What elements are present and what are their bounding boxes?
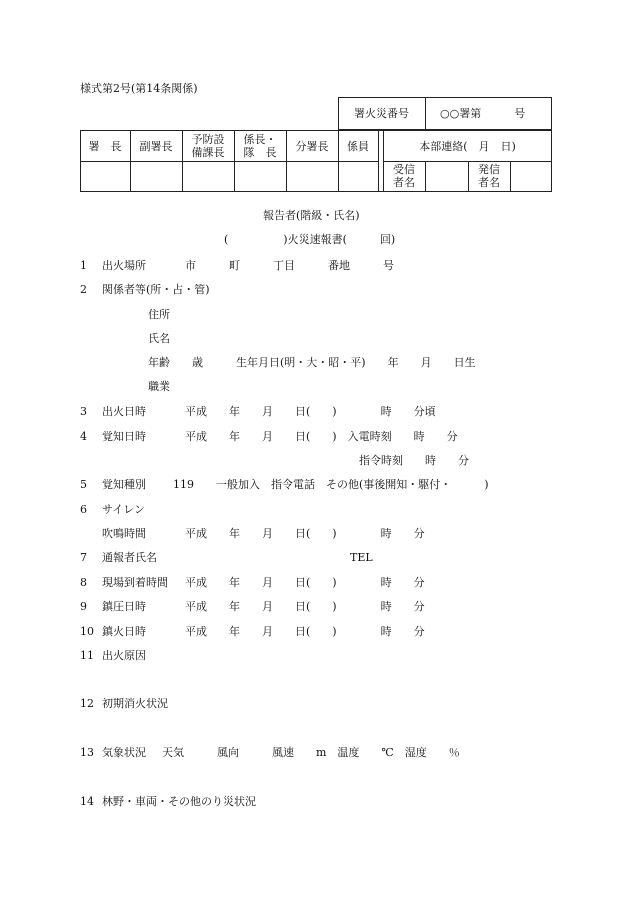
item-subfield: 住所 (148, 308, 170, 321)
item-label: 覚知日時 (102, 430, 146, 443)
item-value: 119 一般加入 指令電話 その他(事後開知・駆付・ ) (173, 478, 489, 491)
header-bunshocho: 分署長 (295, 140, 329, 153)
header-kakaricho: 係長・ 隊 長 (243, 133, 277, 159)
item-subfield: 指令時刻 時 分 (359, 454, 469, 467)
item-number: 8 (80, 576, 87, 589)
item-number: 12 (80, 697, 94, 710)
header-kakariin: 係員 (347, 140, 369, 153)
item-number: 9 (80, 600, 87, 613)
fire-number-label: 署火災番号 (354, 107, 409, 120)
item-label: サイレン (102, 503, 145, 516)
item-label: 吹鳴時間 (102, 527, 146, 540)
item-number: 4 (80, 430, 87, 443)
item-number: 11 (80, 649, 94, 662)
item-number: 5 (80, 478, 87, 491)
item-number: 13 (80, 746, 94, 759)
sender-name-label: 発信 者名 (478, 163, 500, 189)
fire-number-value: ○○署第 号 (440, 107, 526, 120)
receiver-name-label: 受信 者名 (393, 163, 415, 189)
item-number: 2 (80, 283, 87, 296)
item-label: 初期消火状況 (102, 697, 168, 710)
col-divider (510, 161, 511, 192)
item-subfield: 氏名 (148, 332, 170, 345)
item-label: 鎮火日時 (102, 625, 146, 638)
item-label: 気象状況 (102, 746, 146, 759)
item-label: 通報者氏名 (102, 551, 157, 564)
item-value: 平成 年 月 日( ) 時 分 (185, 625, 425, 638)
item-label: 覚知種別 (102, 478, 146, 491)
item-number: 6 (80, 503, 87, 516)
item-number: 7 (80, 551, 87, 564)
item-value: 平成 年 月 日( ) 時 分 (185, 600, 425, 613)
item-number: 1 (80, 259, 87, 272)
item-subfield: 職業 (148, 380, 170, 393)
fire-number-divider (425, 97, 426, 130)
header-fukushocho: 副署長 (139, 140, 173, 153)
item-value: 平成 年 月 日( ) 時 分頃 (185, 405, 436, 418)
header-shocho: 署 長 (88, 140, 122, 153)
item-label: 鎮圧日時 (102, 600, 146, 613)
col-divider (378, 130, 379, 192)
item-value: 市 町 丁目 番地 号 (185, 259, 394, 272)
col-divider (425, 161, 426, 192)
item-label: 現場到着時間 (102, 576, 168, 589)
item-value: TEL (185, 551, 373, 564)
header-yobo-kacho: 予防設 備課長 (191, 133, 225, 159)
honbu-renraku-label: 本部連絡( 月 日) (419, 140, 516, 153)
item-value: 平成 年 月 日( ) 時 分 (185, 527, 425, 540)
item-number: 14 (80, 795, 94, 808)
item-label: 出火場所 (102, 259, 146, 272)
item-label: 関係者等(所・占・管) (102, 283, 210, 296)
item-value: 平成 年 月 日( ) 入電時刻 時 分 (185, 430, 458, 443)
item-subfield: 年齢 歳 生年月日(明・大・昭・平) 年 月 日生 (148, 356, 476, 369)
item-value: 天気 風向 風速 m 温度 ℃ 湿度 ％ (162, 746, 460, 759)
report-title: ( )火災速報書( 回) (224, 233, 396, 246)
reporter-label: 報告者(階級・氏名) (263, 209, 360, 222)
stamp-row-divider (80, 161, 378, 162)
item-label: 出火原因 (102, 649, 146, 662)
item-label: 林野・車両・その他のり災状況 (102, 795, 256, 808)
item-label: 出火日時 (102, 405, 146, 418)
item-number: 10 (80, 625, 94, 638)
item-number: 3 (80, 405, 87, 418)
form-title: 様式第2号(第14条関係) (80, 82, 198, 95)
item-value: 平成 年 月 日( ) 時 分 (185, 576, 425, 589)
